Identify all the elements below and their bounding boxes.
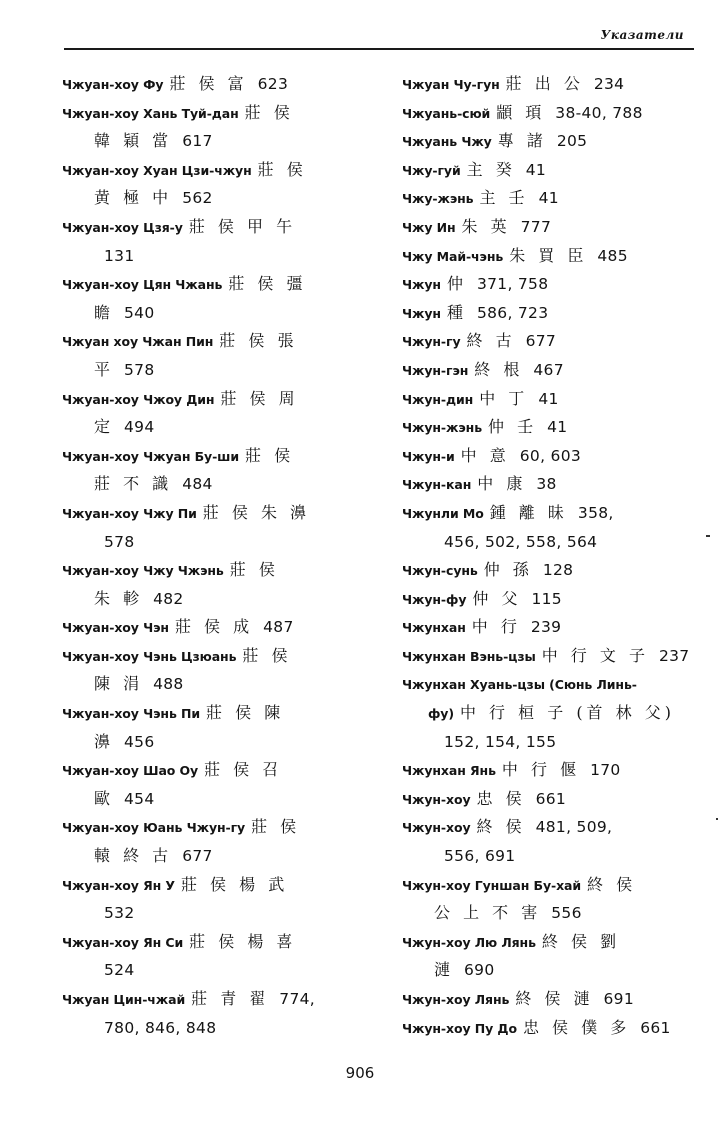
entry-characters: 終 古 [466, 331, 516, 351]
index-entry [402, 556, 714, 585]
index-entry [62, 928, 382, 985]
index-entry [402, 470, 714, 499]
entry-pages: 456, 502, 558, 564 [444, 532, 598, 551]
entry-pages: 777 [520, 217, 552, 236]
index-entry [62, 156, 382, 213]
running-header: Указатели [600, 28, 684, 42]
entry-pages: 371, 758 [476, 275, 549, 294]
entry-continuation-line [62, 242, 382, 271]
entry-characters: 平 [94, 359, 115, 379]
entry-continuation-line [62, 956, 382, 985]
entry-name: Чжуань-сюй [402, 105, 491, 121]
entry-pages: 617 [182, 132, 213, 151]
entry-characters: 莊 侯 成 [174, 617, 254, 637]
entry-name: Чжуан-хоу Цзя-у [62, 219, 183, 235]
index-entry [62, 613, 382, 642]
entry-line [402, 99, 714, 128]
entry-line [402, 70, 714, 99]
entry-characters: 顓 頊 [496, 102, 546, 122]
index-entry [402, 871, 714, 928]
index-entry [402, 642, 714, 671]
entry-characters: 莊 侯 [229, 560, 279, 580]
entry-continuation-line [402, 956, 714, 985]
entry-name: Чжуан-хоу Шао Оу [62, 763, 199, 779]
entry-characters: 歐 [94, 788, 115, 808]
entry-line [402, 556, 714, 585]
entry-continuation-line [62, 184, 382, 213]
entry-characters: 中 行 文 子 [541, 645, 649, 665]
entry-line [62, 928, 382, 957]
entry-line [402, 184, 714, 213]
entry-name: Чжун-жэнь [402, 420, 483, 436]
entry-characters: 中 行 偃 [501, 760, 581, 780]
entry-name: Чжун-гэн [402, 362, 469, 378]
entry-continuation-line [62, 127, 382, 156]
entry-continuation-line [402, 699, 714, 728]
index-entry [402, 70, 714, 99]
margin-mark [716, 818, 718, 820]
entry-pages: 467 [533, 360, 564, 379]
entry-continuation-line [62, 899, 382, 928]
entry-continuation-line [62, 728, 382, 757]
index-entry [62, 327, 382, 384]
header-rule [64, 48, 694, 50]
index-column-left [62, 70, 382, 1042]
entry-line [402, 299, 714, 328]
entry-line [62, 70, 382, 99]
entry-continuation-line [402, 728, 714, 757]
entry-pages: 488 [153, 675, 184, 694]
entry-line [402, 356, 714, 385]
entry-characters: 莊 侯 甲 午 [188, 216, 297, 236]
entry-pages: 484 [182, 475, 213, 494]
entry-characters: 莊 侯 [257, 159, 307, 179]
entry-characters: 主 癸 [466, 159, 516, 179]
entry-name: Чжунхан Вэнь-цзы [402, 648, 536, 664]
entry-characters: 終 侯 [587, 874, 637, 894]
entry-characters: 朱 買 臣 [509, 245, 588, 265]
entry-line [402, 270, 714, 299]
entry-name: Чжун-кан [402, 477, 472, 493]
entry-line [402, 871, 714, 900]
entry-pages: 239 [530, 618, 562, 637]
entry-name: Чжун-хоу Пу До [402, 1020, 517, 1036]
entry-pages: 494 [124, 418, 155, 437]
entry-continuation-line [62, 670, 382, 699]
entry-pages: 41 [538, 389, 559, 408]
entry-characters: 黄 極 中 [94, 188, 173, 208]
entry-characters: 莊 侯 楊 武 [180, 874, 289, 894]
entry-characters: 莊 侯 [242, 645, 292, 665]
entry-name: Чжу-жэнь [402, 191, 474, 207]
index-entry [402, 756, 714, 785]
entry-continuation-line [62, 842, 382, 871]
entry-characters: 主 壬 [479, 188, 529, 208]
entry-name: Чжуан-хоу Юань Чжун-гу [62, 820, 246, 836]
entry-line [402, 156, 714, 185]
index-entry [402, 813, 714, 870]
entry-characters: 終 根 [474, 359, 524, 379]
entry-name: Чжун [402, 277, 441, 293]
index-entry [402, 785, 714, 814]
entry-characters: 朱 英 [461, 216, 511, 236]
entry-pages: 774, [279, 990, 316, 1008]
entry-pages: 237 [658, 646, 690, 665]
entry-name: Чжун-фу [402, 591, 467, 607]
entry-name: Чжун-дин [402, 391, 474, 407]
entry-name: Чжуан-хоу Чжуан Бу-ши [62, 448, 240, 464]
entry-name: Чжун-гу [402, 334, 461, 350]
entry-continuation-line [62, 528, 382, 557]
entry-line [402, 613, 714, 642]
entry-line [402, 585, 714, 614]
index-entry [62, 813, 382, 870]
index-entry [402, 270, 714, 299]
entry-characters: 公 上 不 害 [434, 903, 542, 923]
entry-characters: 終 侯 [476, 817, 526, 837]
entry-pages: 454 [124, 789, 155, 808]
entry-characters: 仲 孫 [483, 560, 533, 580]
entry-characters: 莊 出 公 [505, 74, 584, 93]
index-entry [62, 99, 382, 156]
index-entry [402, 99, 714, 128]
index-entry [62, 756, 382, 813]
entry-pages: 578 [124, 360, 155, 379]
entry-characters: 中 行 桓 子 (首 林 父) [459, 703, 675, 723]
entry-characters: 莊 侯 彊 [228, 274, 307, 294]
index-entry [402, 156, 714, 185]
entry-line [402, 985, 714, 1014]
entry-line [402, 928, 714, 957]
entry-characters: 莊 侯 朱 濞 [202, 502, 311, 522]
entry-pages: 780, 846, 848 [104, 1018, 217, 1037]
entry-characters: 仲 壬 [488, 417, 538, 437]
entry-characters: 漣 [434, 960, 455, 980]
entry-line [62, 985, 382, 1014]
entry-characters: 陳 涓 [94, 674, 144, 694]
entry-characters: 瞻 [94, 302, 115, 322]
entry-name: Чжун-хоу Лянь [402, 992, 510, 1007]
entry-pages: 170 [590, 761, 621, 780]
entry-line [62, 327, 382, 356]
index-entry [402, 413, 714, 442]
entry-line [402, 785, 714, 814]
entry-line [402, 670, 714, 699]
index-entry [402, 242, 714, 271]
entry-pages: 578 [104, 532, 135, 551]
entry-line [62, 642, 382, 671]
index-entry [62, 213, 382, 270]
entry-continuation-line [62, 585, 382, 614]
entry-name: Чжун-сунь [402, 563, 478, 579]
entry-name: Чжуан-хоу Ян У [62, 877, 175, 893]
entry-line [402, 470, 714, 499]
index-entry [62, 385, 382, 442]
index-entry [62, 442, 382, 499]
entry-pages: 38 [536, 475, 557, 494]
entry-characters: 莊 青 翟 [191, 989, 270, 1008]
entry-name: Чжун-хоу [402, 791, 471, 807]
entry-pages: 487 [263, 618, 294, 637]
index-entry [402, 127, 714, 156]
entry-name: Чжуан Цин-чжай [62, 992, 186, 1007]
entry-characters: 仲 [446, 274, 467, 294]
entry-characters: 莊 侯 [245, 445, 295, 465]
entry-continuation-line [62, 299, 382, 328]
index-entry [402, 1014, 714, 1043]
index-entry [402, 327, 714, 356]
index-entry [402, 184, 714, 213]
entry-characters: 忠 侯 僕 多 [522, 1017, 631, 1037]
index-column-right [402, 70, 714, 1042]
entry-pages: 677 [525, 332, 557, 351]
entry-name: Чжуан Чу-гун [402, 77, 500, 92]
entry-line [402, 442, 714, 471]
entry-pages: 358, [577, 503, 614, 522]
entry-characters: 莊 侯 [244, 102, 294, 122]
entry-characters: 莊 侯 周 [220, 388, 299, 408]
entry-characters: 仲 父 [472, 588, 522, 608]
entry-line [62, 871, 382, 900]
entry-line [62, 756, 382, 785]
entry-line [402, 242, 714, 271]
index-entry [62, 642, 382, 699]
entry-name: Чжуан-хоу Чэнь Пи [62, 706, 201, 722]
entry-continuation-line [62, 413, 382, 442]
entry-line [62, 499, 382, 528]
entry-line [62, 442, 382, 471]
entry-name: Чжун-и [402, 448, 455, 464]
entry-name: Чжун [402, 305, 441, 321]
entry-pages: 661 [535, 789, 567, 808]
index-entry [402, 670, 714, 756]
entry-name: фу) [428, 706, 454, 722]
entry-line [402, 213, 714, 242]
entry-name: Чжу-гуй [402, 162, 461, 178]
entry-pages: 661 [640, 1018, 671, 1037]
entry-pages: 41 [525, 160, 547, 179]
index-entry [402, 385, 714, 414]
entry-name: Чжунхан [402, 620, 466, 636]
entry-line [62, 385, 382, 414]
entry-pages: 482 [153, 589, 184, 608]
entry-characters: 中 丁 [479, 388, 529, 408]
entry-line [62, 156, 382, 185]
entry-name: Чжуан-хоу Цян Чжань [62, 277, 223, 293]
entry-pages: 481, 509, [535, 818, 613, 837]
entry-pages: 115 [531, 589, 562, 608]
entry-continuation-line [402, 528, 714, 557]
entry-continuation-line [62, 356, 382, 385]
entry-pages: 562 [182, 189, 213, 208]
entry-name: Чжуан хоу Чжан Пин [62, 334, 214, 350]
entry-pages: 540 [124, 303, 155, 322]
index-entry [402, 985, 714, 1014]
index-entry [62, 556, 382, 613]
entry-characters: 終 侯 漣 [515, 989, 594, 1008]
entry-continuation-line [402, 842, 714, 871]
entry-name: Чжу Май-чэнь [402, 248, 504, 264]
index-entry [402, 613, 714, 642]
entry-line [402, 413, 714, 442]
entry-continuation-line [402, 899, 714, 928]
index-entry [402, 213, 714, 242]
entry-characters: 定 [94, 417, 115, 437]
index-entry [62, 270, 382, 327]
entry-characters: 莊 侯 富 [169, 74, 248, 93]
entry-line [402, 756, 714, 785]
entry-name: Чжуан-хоу Чжоу Дин [62, 391, 215, 407]
entry-pages: 623 [257, 75, 289, 93]
entry-characters: 朱 軫 [94, 588, 144, 608]
entry-name: Чжуан-хоу Хань Туй-дан [62, 105, 239, 121]
entry-name: Чжуан-хоу Чжу Пи [62, 505, 197, 521]
entry-pages: 152, 154, 155 [444, 732, 557, 751]
entry-characters: 種 [446, 302, 467, 322]
entry-name: Чжуан-хоу Фу [62, 77, 164, 92]
entry-characters: 莊 侯 召 [204, 760, 283, 780]
index-entry [62, 699, 382, 756]
entry-continuation-line [62, 1014, 382, 1043]
entry-pages: 41 [538, 189, 559, 208]
entry-line [62, 813, 382, 842]
entry-line [402, 642, 714, 671]
entry-characters: 韓 穎 當 [94, 131, 173, 151]
entry-characters: 中 行 [471, 617, 521, 637]
index-entry [402, 299, 714, 328]
entry-pages: 41 [547, 418, 568, 437]
entry-characters: 終 侯 劉 [541, 931, 621, 951]
entry-characters: 鍾 離 昧 [489, 502, 568, 522]
entry-pages: 586, 723 [476, 303, 549, 322]
entry-characters: 濞 [94, 731, 115, 751]
entry-pages: 131 [104, 246, 135, 265]
entry-name: Чжун-хоу Лю Лянь [402, 934, 536, 950]
entry-pages: 677 [182, 847, 213, 866]
index-entry [62, 70, 382, 99]
entry-characters: 莊 侯 陳 [206, 703, 285, 723]
entry-name: Чжун-хоу [402, 820, 471, 836]
entry-name: Чжуан-хоу Чэнь Цзюань [62, 648, 237, 664]
entry-name: Чжуан-хоу Чжу Чжэнь [62, 563, 224, 579]
entry-characters: 忠 侯 [476, 788, 526, 808]
entry-pages: 556 [551, 904, 582, 923]
entry-characters: 中 康 [477, 474, 527, 494]
page-number: 906 [345, 1064, 375, 1082]
entry-line [62, 699, 382, 728]
index-entry [402, 499, 714, 556]
entry-line [62, 613, 382, 642]
entry-pages: 60, 603 [519, 446, 582, 465]
entry-pages: 691 [603, 990, 634, 1008]
entry-characters: 莊 不 識 [94, 474, 173, 494]
entry-characters: 莊 侯 張 [219, 331, 298, 351]
index-entry [402, 356, 714, 385]
entry-line [402, 327, 714, 356]
entry-line [402, 127, 714, 156]
entry-pages: 128 [542, 561, 574, 580]
entry-characters: 中 意 [460, 445, 510, 465]
entry-name: Чжун-хоу Гуншан Бу-хай [402, 877, 582, 893]
entry-line [62, 270, 382, 299]
entry-pages: 205 [556, 132, 588, 151]
entry-characters: 專 諸 [497, 131, 547, 151]
entry-pages: 556, 691 [444, 847, 516, 866]
entry-continuation-line [62, 470, 382, 499]
entry-characters: 莊 侯 [251, 817, 301, 837]
entry-name: Чжуань Чжу [402, 134, 492, 150]
margin-mark [706, 535, 710, 537]
index-entry [62, 499, 382, 556]
entry-name: Чжуан-хоу Чэн [62, 620, 169, 636]
index-entry [402, 928, 714, 985]
entry-pages: 234 [593, 75, 625, 93]
entry-characters: 轅 終 古 [94, 846, 173, 866]
index-entry [402, 585, 714, 614]
entry-line [62, 99, 382, 128]
entry-line [402, 1014, 714, 1043]
entry-name: Чжунхан Янь [402, 763, 496, 779]
entry-name: Чжунли Мо [402, 505, 484, 521]
entry-pages: 524 [104, 961, 135, 980]
index-entry [402, 442, 714, 471]
entry-line [62, 213, 382, 242]
entry-pages: 532 [104, 904, 135, 923]
entry-continuation-line [62, 785, 382, 814]
entry-name: Чжуан-хоу Ян Си [62, 934, 184, 950]
index-entry [62, 871, 382, 928]
entry-line [402, 385, 714, 414]
entry-pages: 690 [464, 961, 495, 980]
entry-line [62, 556, 382, 585]
entry-name: Чжуан-хоу Хуан Цзи-чжун [62, 162, 252, 178]
entry-pages: 38-40, 788 [555, 103, 643, 122]
entry-line [402, 813, 714, 842]
entry-line [402, 499, 714, 528]
entry-pages: 456 [124, 732, 155, 751]
entry-name: Чжу Ин [402, 219, 456, 235]
entry-name: Чжунхан Хуань-цзы (Сюнь Линь- [402, 677, 637, 693]
index-entry [62, 985, 382, 1042]
entry-characters: 莊 侯 楊 喜 [189, 931, 297, 951]
entry-pages: 485 [597, 246, 628, 265]
